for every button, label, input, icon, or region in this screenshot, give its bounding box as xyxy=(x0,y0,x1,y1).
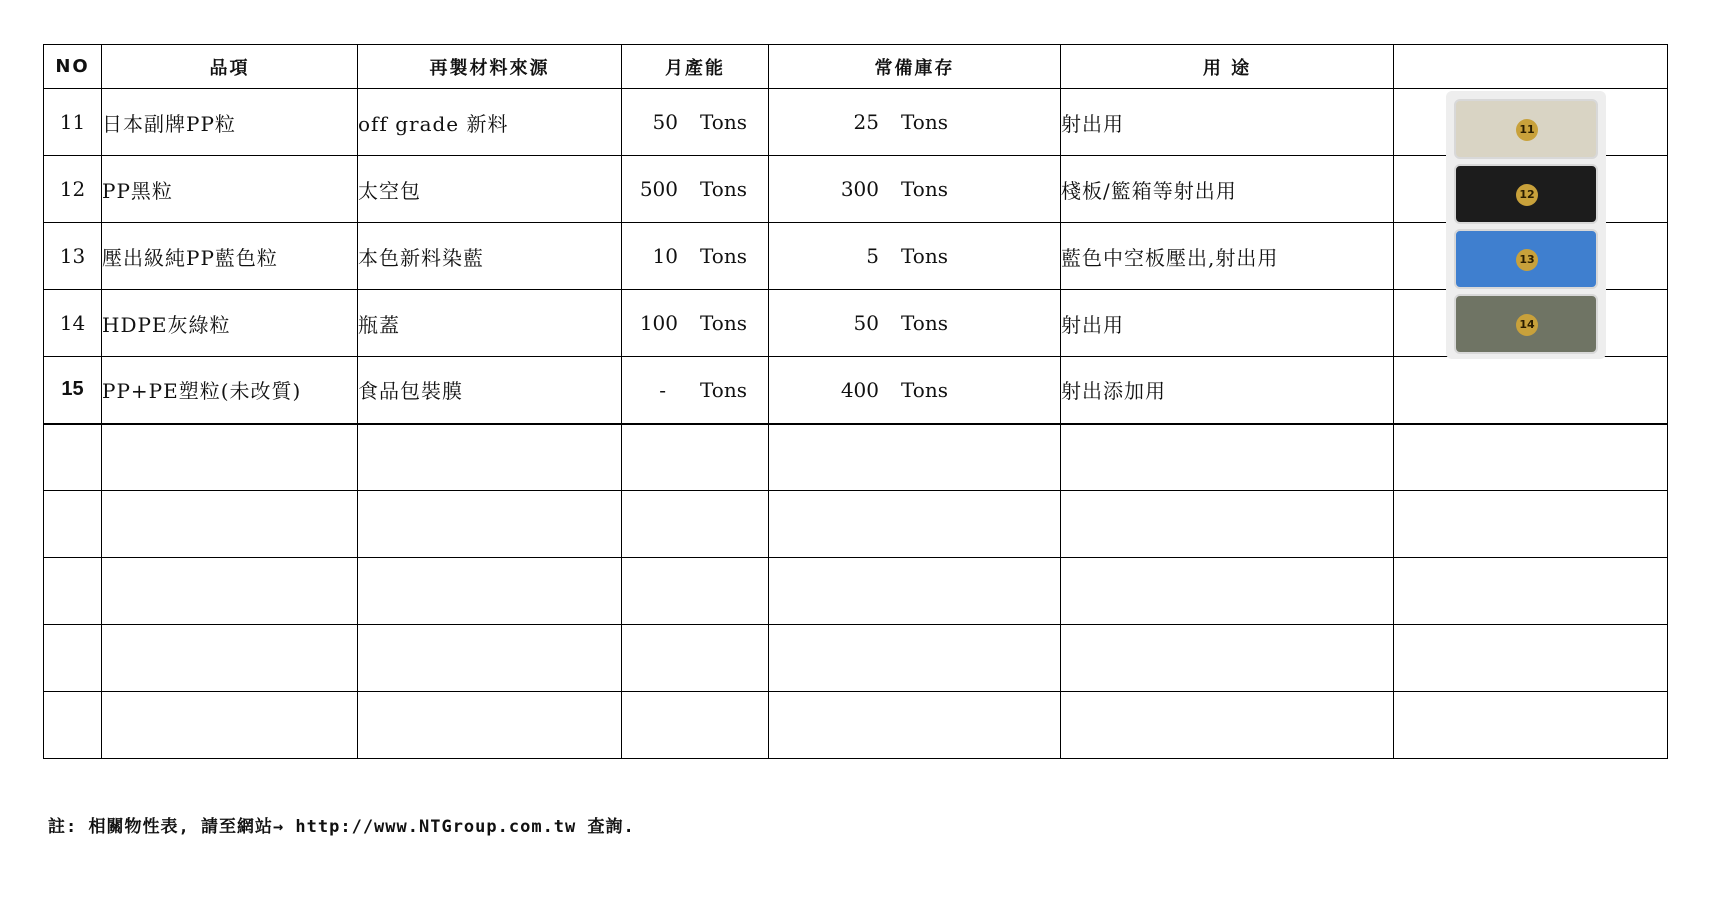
pellet-jars-photo xyxy=(1446,91,1606,359)
col-header-usage: 用 途 xyxy=(1061,45,1394,89)
table-row xyxy=(44,156,1668,223)
row-usage: 藍色中空板壓出,射出用 xyxy=(1061,223,1394,290)
empty-cell xyxy=(622,692,769,759)
empty-row xyxy=(44,424,1668,491)
row-capacity xyxy=(622,290,769,357)
empty-cell xyxy=(102,424,358,491)
row-capacity xyxy=(622,223,769,290)
row-stock xyxy=(769,357,1061,424)
capacity-value: 10 xyxy=(652,244,678,268)
capacity-unit: Tons xyxy=(700,244,747,268)
jar-label: 13 xyxy=(1516,249,1538,271)
col-header-source: 再製材料來源 xyxy=(358,45,622,89)
jar-label: 14 xyxy=(1516,314,1538,336)
capacity-unit: Tons xyxy=(700,110,747,134)
empty-row xyxy=(44,625,1668,692)
empty-cell xyxy=(102,558,358,625)
row-stock xyxy=(769,290,1061,357)
row-item: HDPE灰綠粒 xyxy=(102,290,358,357)
stock-value: 300 xyxy=(840,177,879,201)
row-no: 12 xyxy=(44,156,102,223)
table-row xyxy=(44,357,1668,424)
empty-cell xyxy=(622,558,769,625)
empty-cell xyxy=(769,625,1061,692)
empty-cell xyxy=(1394,692,1668,759)
empty-cell xyxy=(358,491,622,558)
empty-cell xyxy=(769,692,1061,759)
row-usage: 棧板/籃箱等射出用 xyxy=(1061,156,1394,223)
empty-cell xyxy=(622,625,769,692)
row-source: 太空包 xyxy=(358,156,622,223)
empty-cell xyxy=(358,692,622,759)
capacity-value: - xyxy=(659,377,666,402)
row-no: 11 xyxy=(44,89,102,156)
row-source: off grade 新料 xyxy=(358,89,622,156)
empty-cell xyxy=(102,491,358,558)
empty-row xyxy=(44,558,1668,625)
empty-row xyxy=(44,692,1668,759)
jar-label: 11 xyxy=(1516,119,1538,141)
empty-cell xyxy=(1061,558,1394,625)
row-source: 瓶蓋 xyxy=(358,290,622,357)
empty-cell xyxy=(769,424,1061,491)
capacity-value: 100 xyxy=(639,311,678,335)
stock-value: 400 xyxy=(840,377,879,402)
empty-cell xyxy=(44,424,102,491)
jar-12 xyxy=(1454,164,1598,224)
col-header-stock: 常備庫存 xyxy=(769,45,1061,89)
col-header-item: 品項 xyxy=(102,45,358,89)
empty-cell xyxy=(622,491,769,558)
footnote: 註: 相關物性表, 請至網站→ http://www.NTGroup.com.tw 查詢. xyxy=(48,817,635,837)
row-photo-cell xyxy=(1394,89,1668,331)
row-stock xyxy=(769,89,1061,156)
empty-cell xyxy=(1394,424,1668,491)
empty-cell xyxy=(358,625,622,692)
row-item: 日本副牌PP粒 xyxy=(102,89,358,156)
capacity-unit: Tons xyxy=(700,377,747,402)
empty-cell xyxy=(769,491,1061,558)
row-usage: 射出用 xyxy=(1061,89,1394,156)
stock-unit: Tons xyxy=(901,244,948,268)
empty-cell xyxy=(1061,491,1394,558)
empty-cell xyxy=(1394,491,1668,558)
row-no: 14 xyxy=(44,290,102,357)
jar-label: 12 xyxy=(1516,184,1538,206)
table-row xyxy=(44,290,1668,357)
table-row xyxy=(44,89,1668,156)
capacity-unit: Tons xyxy=(700,177,747,201)
stock-unit: Tons xyxy=(901,110,948,134)
empty-cell xyxy=(358,424,622,491)
capacity-value: 50 xyxy=(652,110,678,134)
empty-cell xyxy=(1061,692,1394,759)
empty-cell xyxy=(44,692,102,759)
empty-cell xyxy=(358,558,622,625)
row-source: 本色新料染藍 xyxy=(358,223,622,290)
row-source: 食品包裝膜 xyxy=(358,357,622,424)
empty-cell xyxy=(1394,625,1668,692)
empty-cell xyxy=(1061,424,1394,491)
row-no: 15 xyxy=(44,357,102,424)
row-stock xyxy=(769,223,1061,290)
col-header-capacity: 月產能 xyxy=(622,45,769,89)
capacity-value: 500 xyxy=(639,177,678,201)
row-capacity xyxy=(622,357,769,424)
row-stock xyxy=(769,156,1061,223)
empty-cell xyxy=(769,558,1061,625)
row-capacity xyxy=(622,89,769,156)
row-usage: 射出添加用 xyxy=(1061,357,1394,424)
empty-cell xyxy=(1394,558,1668,625)
stock-value: 50 xyxy=(853,311,879,335)
empty-cell xyxy=(44,491,102,558)
table-header-row xyxy=(44,45,1668,89)
stock-value: 5 xyxy=(866,244,879,268)
stock-value: 25 xyxy=(853,110,879,134)
row-usage: 射出用 xyxy=(1061,290,1394,357)
empty-row xyxy=(44,491,1668,558)
empty-cell xyxy=(1061,625,1394,692)
row-item: 壓出級純PP藍色粒 xyxy=(102,223,358,290)
empty-cell xyxy=(622,424,769,491)
empty-cell xyxy=(102,625,358,692)
jar-11 xyxy=(1454,99,1598,159)
empty-cell xyxy=(102,692,358,759)
row-item: PP黑粒 xyxy=(102,156,358,223)
jar-14 xyxy=(1454,294,1598,354)
capacity-unit: Tons xyxy=(700,311,747,335)
row-item: PP+PE塑粒(未改質) xyxy=(102,357,358,424)
jar-13 xyxy=(1454,229,1598,289)
stock-unit: Tons xyxy=(901,377,948,402)
materials-table xyxy=(43,44,1668,759)
empty-cell xyxy=(44,558,102,625)
row-no: 13 xyxy=(44,223,102,290)
col-header-photo xyxy=(1394,45,1668,89)
table-row xyxy=(44,223,1668,290)
stock-unit: Tons xyxy=(901,177,948,201)
row-capacity xyxy=(622,156,769,223)
stock-unit: Tons xyxy=(901,311,948,335)
row-photo-cell xyxy=(1394,357,1668,424)
empty-cell xyxy=(44,625,102,692)
col-header-no: NO xyxy=(44,45,102,89)
